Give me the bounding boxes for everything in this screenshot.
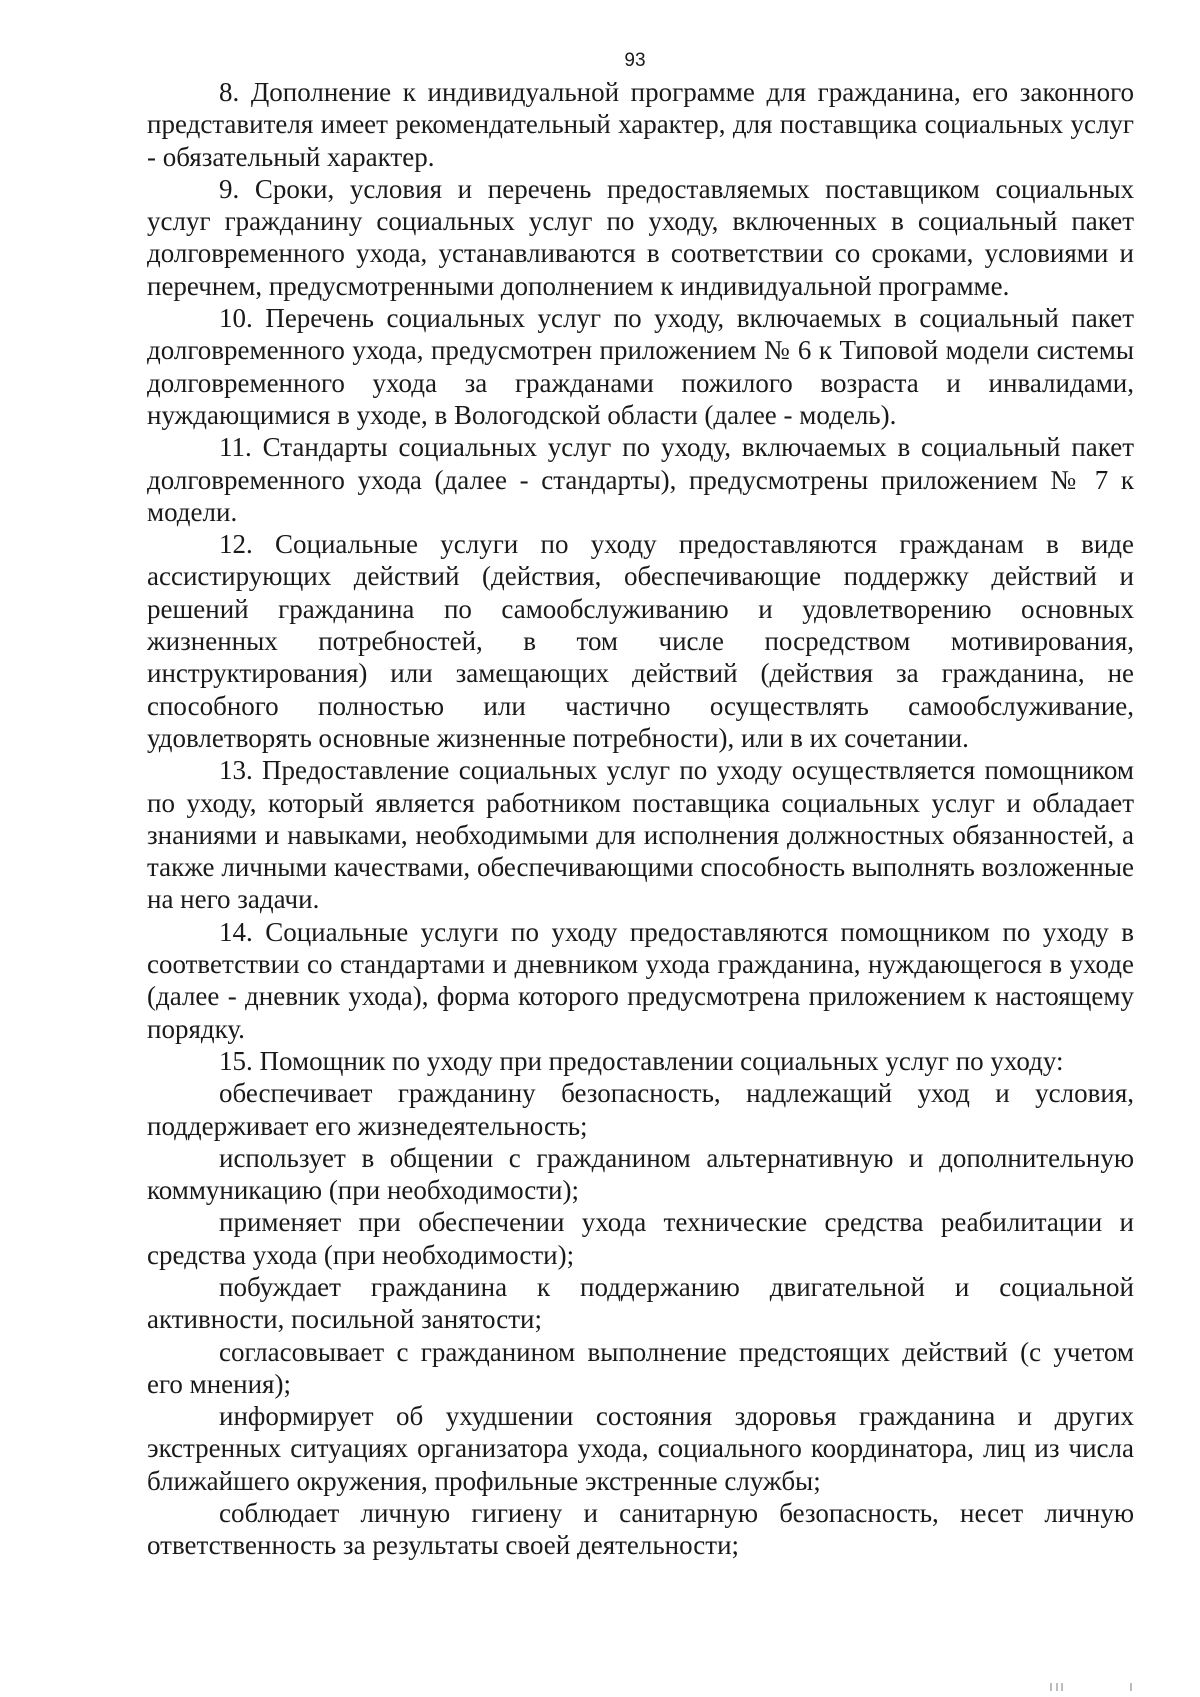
scan-artifact — [1056, 1683, 1058, 1691]
duty-item: информирует об ухудшении состояния здоровья гражданина и других экстренных ситуациях организатора ухода, социального координатора, лиц из числа ближайшего окружения, профильные экстренные службы; — [147, 1401, 1134, 1496]
document-body — [147, 76, 1134, 1562]
scan-artifact — [1050, 1683, 1052, 1691]
paragraph-10: 10. Перечень социальных услуг по уходу, включаемых в социальный пакет долговременного ухода, предусмотрен приложением № 6 к Типовой модели системы долговременного ухода за гражданами пожилого возраста и инвалидами, нуждающимися в уходе, в Вологодской области (далее - модель). — [147, 303, 1134, 430]
paragraph-13: 13. Предоставление социальных услуг по уходу осуществляется помощником по уходу, который является работником поставщика социальных услуг и обладает знаниями и навыками, необходимыми для исполнения должностных обязанностей, а также личными качествами, обеспечивающими способность выполнять возложенные на него задачи. — [147, 755, 1134, 915]
paragraph-12: 12. Социальные услуги по уходу предоставляются гражданам в виде ассистирующих действий (действия, обеспечивающие поддержку действий и решений гражданина по самообслуживанию и удовлетворению основных жизненных потребностей, в том числе посредством мотивирования, инструктирования) или замещающих действий (действия за гражданина, не способного полностью или частично осуществлять самообслуживание, удовлетворять основные жизненные потребности), или в их сочетании. — [147, 529, 1134, 753]
duty-item: обеспечивает гражданину безопасность, надлежащий уход и условия, поддерживает его жизнедеятельность; — [147, 1078, 1134, 1141]
duty-item: использует в общении с гражданином альтернативную и дополнительную коммуникацию (при необходимости); — [147, 1142, 1134, 1206]
duty-item: применяет при обеспечении ухода технические средства реабилитации и средства ухода (при необходимости); — [147, 1207, 1134, 1270]
paragraph-11: 11. Стандарты социальных услуг по уходу, включаемых в социальный пакет долговременного ухода (далее - стандарты), предусмотрены приложением № 7 к модели. — [147, 432, 1134, 527]
page-number: 93 — [624, 50, 646, 71]
paragraph-8: 8. Дополнение к индивидуальной программе для гражданина, его законного представителя имеет рекомендательный характер, для поставщика социальных услуг - обязательный характер. — [147, 77, 1134, 172]
scan-artifact — [1130, 1683, 1132, 1691]
duty-item: согласовывает с гражданином выполнение предстоящих действий (с учетом его мнения); — [147, 1336, 1134, 1399]
duty-item: побуждает гражданина к поддержанию двигательной и социальной активности, посильной занятости; — [147, 1271, 1134, 1335]
paragraph-14: 14. Социальные услуги по уходу предоставляются помощником по уходу в соответствии со стандартами и дневником ухода гражданина, нуждающегося в уходе (далее - дневник ухода), форма которого предусмотрена приложением к настоящему порядку. — [147, 916, 1134, 1044]
scan-artifact — [1061, 1683, 1063, 1691]
paragraph-9: 9. Сроки, условия и перечень предоставляемых поставщиком социальных услуг гражданину социальных услуг по уходу, включенных в социальный пакет долговременного ухода, устанавливаются в соответствии со сроками, условиями и перечнем, предусмотренными дополнением к индивидуальной программе. — [147, 173, 1134, 301]
duty-item: соблюдает личную гигиену и санитарную безопасность, несет личную ответственность за результаты своей деятельности; — [147, 1498, 1134, 1561]
paragraph-15: 15. Помощник по уходу при предоставлении социальных услуг по уходу: — [219, 1045, 1064, 1076]
